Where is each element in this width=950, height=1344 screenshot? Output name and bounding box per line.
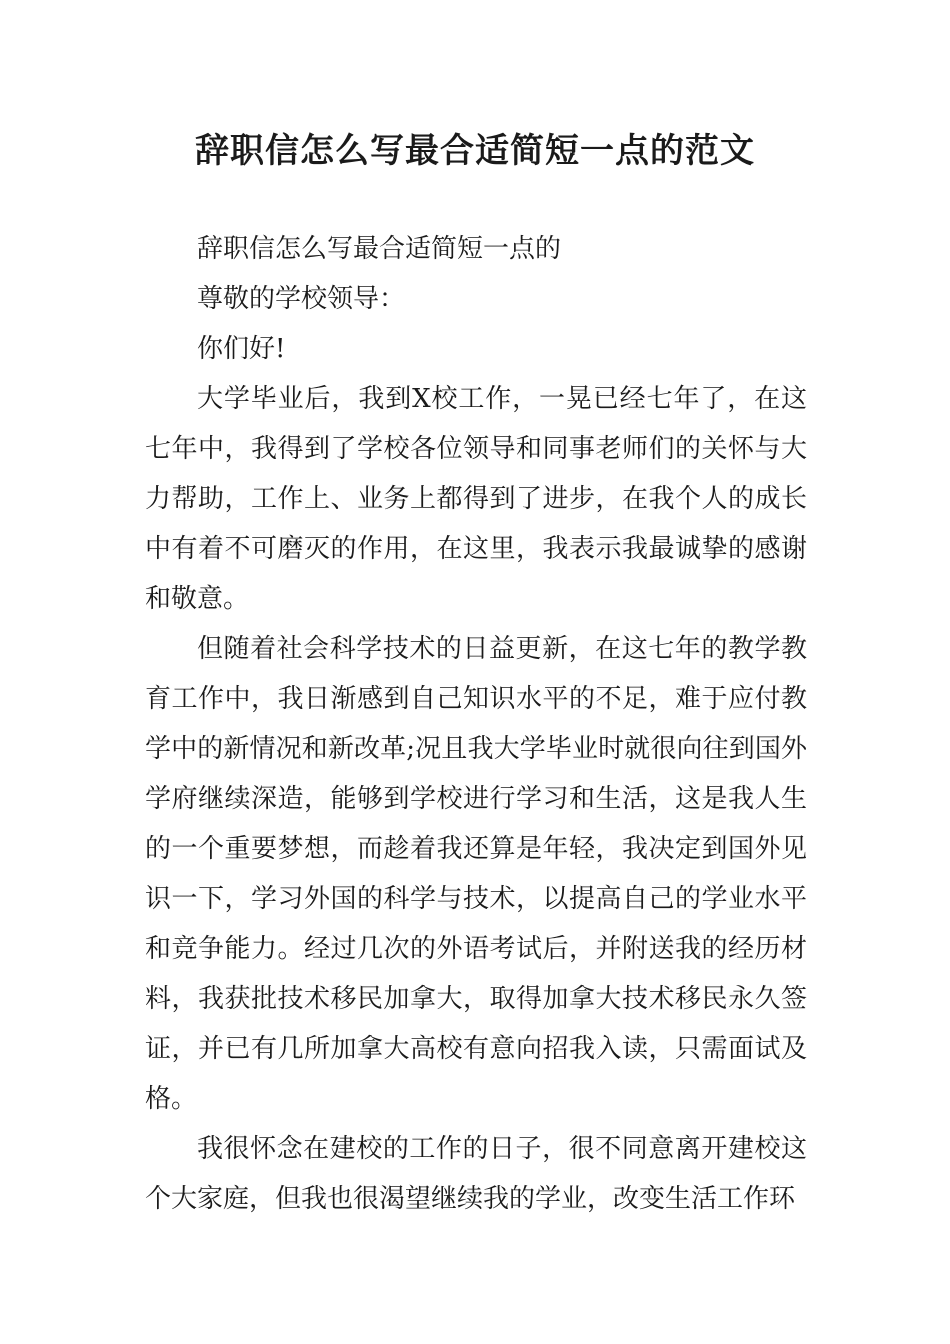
paragraph-heading: 辞职信怎么写最合适简短一点的 <box>197 234 562 264</box>
paragraph-salutation: 尊敬的学校领导： <box>197 284 406 314</box>
document-title: 辞职信怎么写最合适简短一点的范文 <box>195 131 755 171</box>
paragraph-greeting: 你们好! <box>197 334 286 364</box>
paragraph-reason: 但随着社会科学技术的日益更新，在这七年的教学教育工作中，我日渐感到自己知识水平的不足，难于应付教学中的新情况和新改革;况且我大学毕业时就很向往到国外学府继续深造，能够到学校进行学习和生活，这是我人生的一个重要梦想，而趁着我还算是年轻，我决定到国外见识一下，学习外国的科学与技术，以提高自己的学业水平和竞争能力。经过几次的外语考试后，并附送我的经历材料，我获批技术移民加拿大，取得加拿大技术移民永久签证，并已有几所加拿大高校有意向招我入读，只需面试及格。 <box>145 634 807 1114</box>
paragraph-gratitude: 大学毕业后，我到X校工作，一晃已经七年了，在这七年中，我得到了学校各位领导和同事老师们的关怀与大力帮助，工作上、业务上都得到了进步，在我个人的成长中有着不可磨灭的作用，在这里，我表示我最诚挚的感谢和敬意。 <box>145 384 807 614</box>
paragraph-farewell: 我很怀念在建校的工作的日子，很不同意离开建校这个大家庭，但我也很渴望继续我的学业，改变生活工作环 <box>145 1134 807 1214</box>
document-body <box>145 224 807 1224</box>
